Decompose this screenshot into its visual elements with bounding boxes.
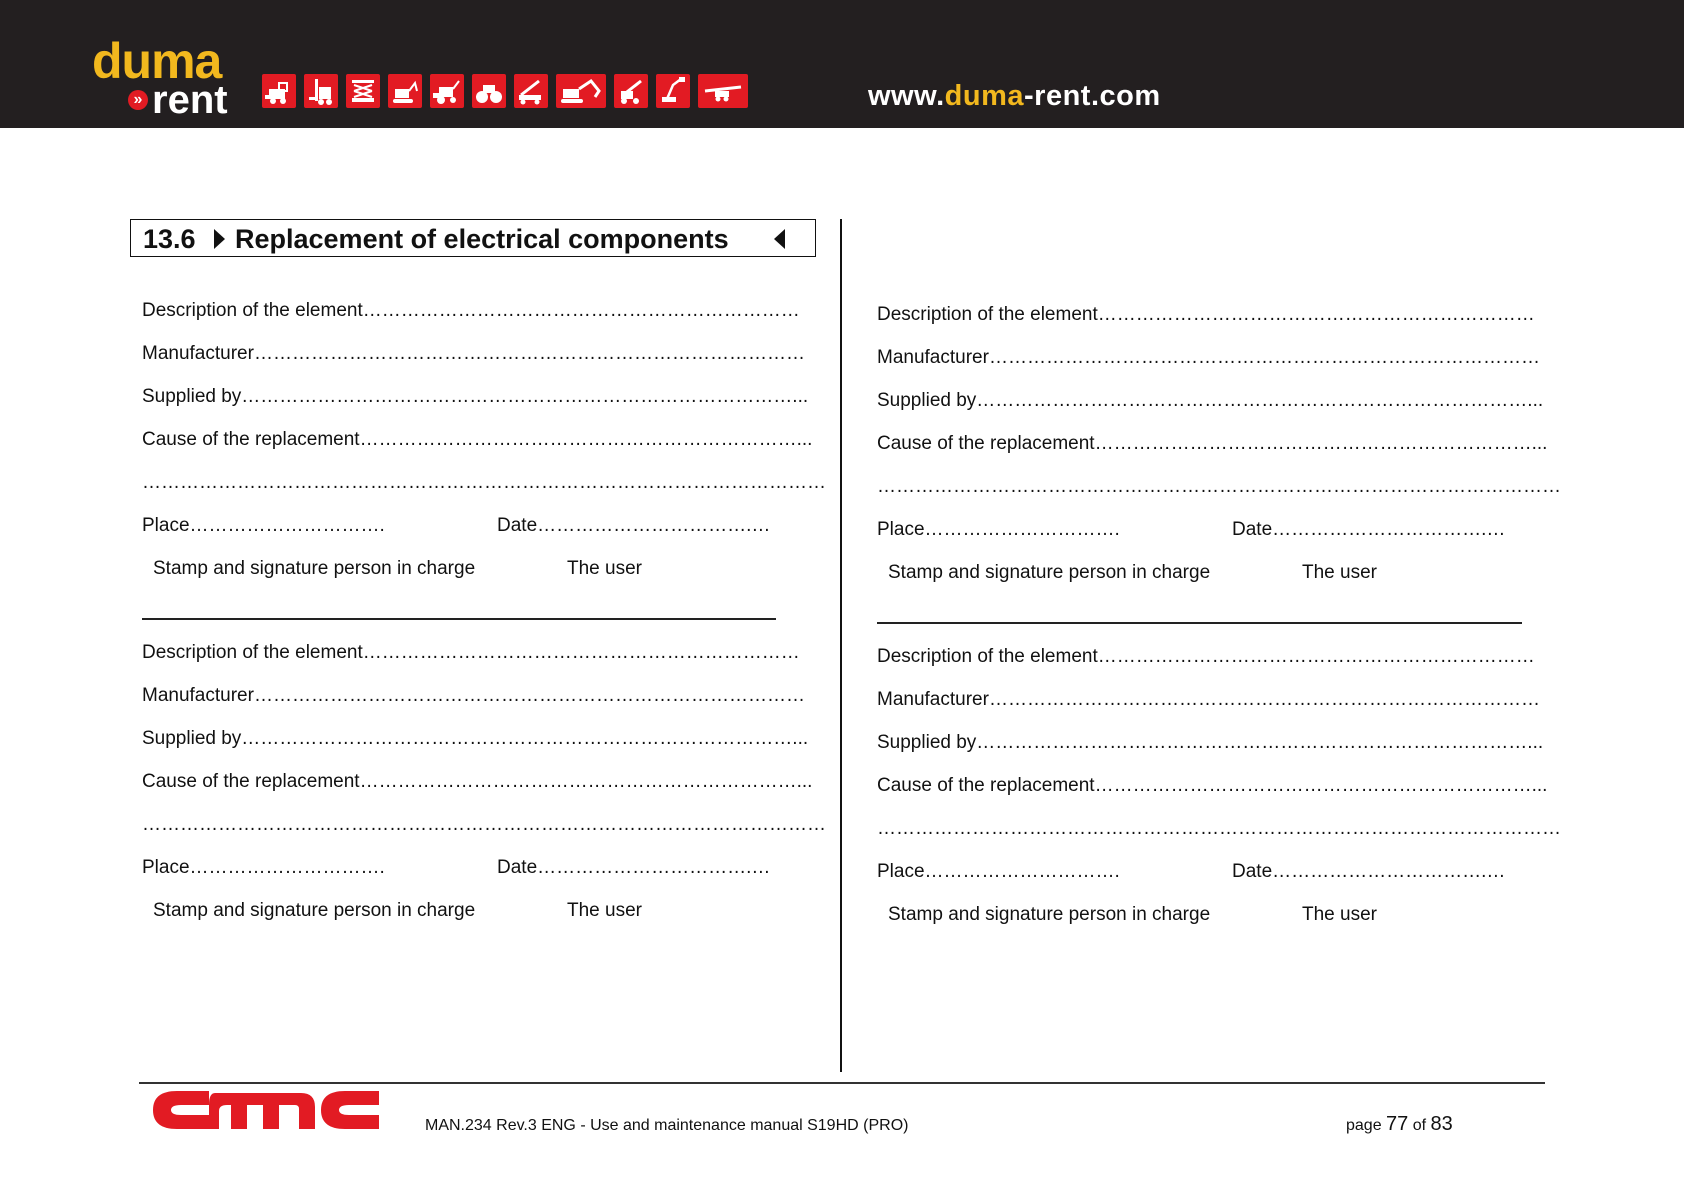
manual-reference: MAN.234 Rev.3 ENG - Use and maintenance manual S19HD (PRO)	[425, 1117, 909, 1134]
form-separator	[877, 622, 1522, 624]
footer-rule	[139, 1082, 1545, 1084]
section-title-box	[130, 219, 816, 257]
date-field[interactable]: Date…………………………….…	[1232, 861, 1506, 882]
page-of-label: of	[1412, 1117, 1427, 1134]
page-label: page	[1346, 1117, 1382, 1134]
backhoe-loader-icon	[430, 74, 464, 108]
logo-rent-text: rent	[152, 78, 228, 122]
section-number: 13.6	[143, 224, 196, 254]
mini-excavator-icon	[388, 74, 422, 108]
user-label: The user	[1302, 904, 1377, 925]
forklift-icon	[304, 74, 338, 108]
excavator-icon	[556, 74, 606, 108]
supplied-by-field[interactable]: Supplied by……………………………………………………………………………...	[142, 728, 809, 749]
column-divider	[840, 219, 842, 1072]
scissor-lift-icon	[346, 74, 380, 108]
aerial-platform-icon	[698, 74, 748, 108]
telehandler-icon	[614, 74, 648, 108]
boom-lift-icon	[656, 74, 690, 108]
cause-continuation-field[interactable]: ………………………………………………………………………………………………	[142, 472, 826, 493]
description-field[interactable]: Description of the element……………………………………………………………	[877, 304, 1535, 325]
website-suffix: -rent.com	[1024, 80, 1161, 112]
triangle-right-icon	[214, 229, 225, 249]
page-total: 83	[1430, 1113, 1453, 1135]
date-field[interactable]: Date…………………………….…	[1232, 519, 1506, 540]
description-field[interactable]: Description of the element……………………………………………………………	[142, 300, 800, 321]
cause-field[interactable]: Cause of the replacement……………………………………………………………...	[142, 771, 813, 792]
description-field[interactable]: Description of the element……………………………………………………………	[142, 642, 800, 663]
crane-truck-icon	[514, 74, 548, 108]
stamp-signature-label: Stamp and signature person in charge	[153, 558, 476, 579]
website-prefix: www.	[868, 80, 945, 112]
cause-field[interactable]: Cause of the replacement……………………………………………………………...	[877, 775, 1548, 796]
duma-rent-logo[interactable]	[92, 33, 242, 122]
user-label: The user	[1302, 562, 1377, 583]
supplied-by-field[interactable]: Supplied by……………………………………………………………………………...	[877, 732, 1544, 753]
machine-icon-strip	[262, 74, 748, 112]
website-link[interactable]	[868, 80, 1161, 113]
cause-continuation-field[interactable]: ………………………………………………………………………………………………	[877, 818, 1561, 839]
manufacturer-field[interactable]: Manufacturer……………………………………………………………………………	[142, 685, 805, 706]
supplied-by-field[interactable]: Supplied by……………………………………………………………………………...	[877, 390, 1544, 411]
cause-field[interactable]: Cause of the replacement……………………………………………………………...	[142, 429, 813, 450]
skid-steer-icon	[262, 74, 296, 108]
date-field[interactable]: Date…………………………….…	[497, 515, 771, 536]
section-title: Replacement of electrical components	[235, 224, 729, 254]
place-field[interactable]: Place………………………….	[877, 519, 1120, 540]
supplied-by-field[interactable]: Supplied by……………………………………………………………………………...	[142, 386, 809, 407]
stamp-signature-label: Stamp and signature person in charge	[888, 904, 1211, 925]
description-field[interactable]: Description of the element……………………………………………………………	[877, 646, 1535, 667]
manufacturer-field[interactable]: Manufacturer……………………………………………………………………………	[877, 347, 1540, 368]
date-field[interactable]: Date…………………………….…	[497, 857, 771, 878]
page-current: 77	[1386, 1113, 1409, 1135]
website-highlight: duma	[944, 80, 1024, 112]
cause-continuation-field[interactable]: ………………………………………………………………………………………………	[142, 814, 826, 835]
page-number	[1346, 1113, 1453, 1136]
user-label: The user	[567, 558, 642, 579]
place-field[interactable]: Place………………………….	[142, 857, 385, 878]
header-band	[0, 0, 1684, 128]
cause-field[interactable]: Cause of the replacement……………………………………………………………...	[877, 433, 1548, 454]
user-label: The user	[567, 900, 642, 921]
compactor-icon	[472, 74, 506, 108]
logo-arrows-icon: »	[128, 90, 148, 110]
triangle-left-icon	[774, 229, 785, 249]
manufacturer-field[interactable]: Manufacturer……………………………………………………………………………	[877, 689, 1540, 710]
place-field[interactable]: Place………………………….	[877, 861, 1120, 882]
form-separator	[142, 618, 776, 620]
logo-duma-text: duma	[92, 33, 222, 89]
stamp-signature-label: Stamp and signature person in charge	[888, 562, 1211, 583]
cause-continuation-field[interactable]: ………………………………………………………………………………………………	[877, 476, 1561, 497]
place-field[interactable]: Place………………………….	[142, 515, 385, 536]
stamp-signature-label: Stamp and signature person in charge	[153, 900, 476, 921]
cmc-logo	[151, 1085, 381, 1140]
manufacturer-field[interactable]: Manufacturer……………………………………………………………………………	[142, 343, 805, 364]
